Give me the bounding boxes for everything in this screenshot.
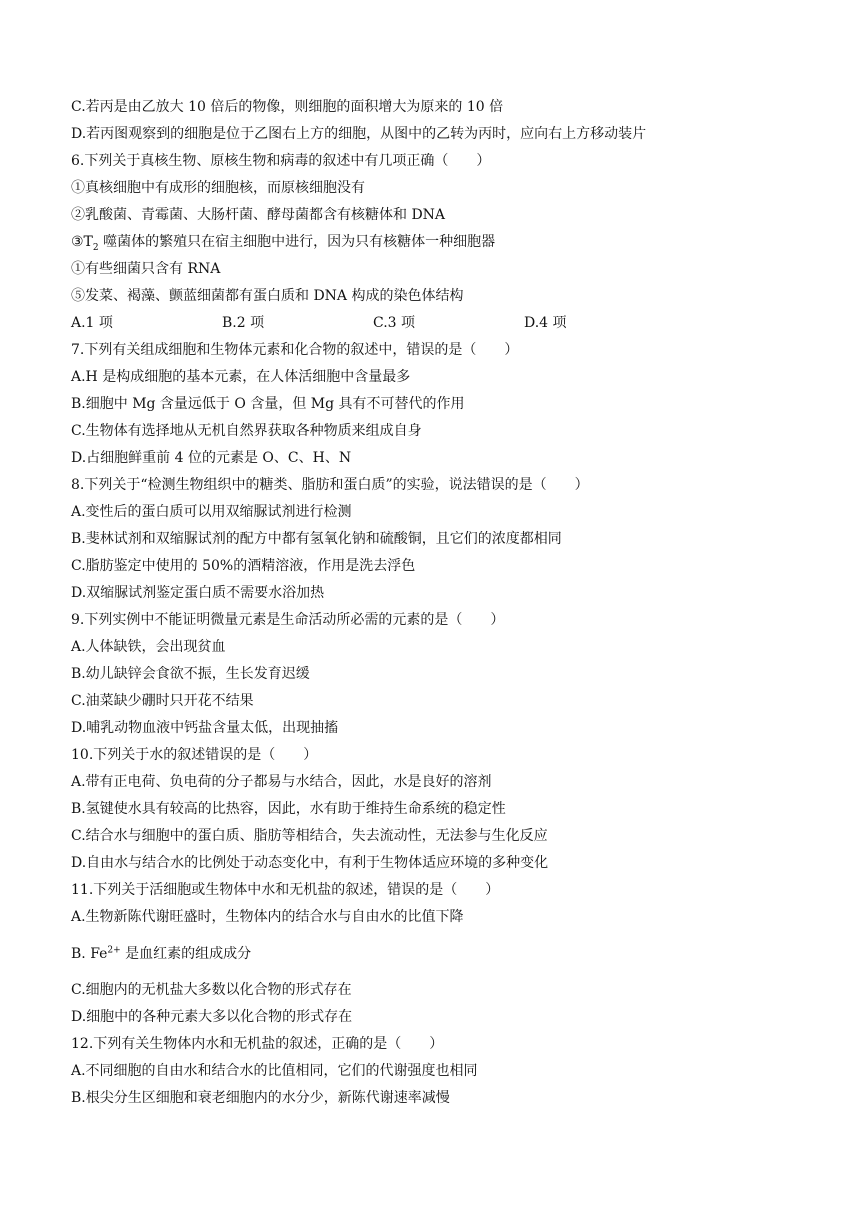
option-line: C.若丙是由乙放大 10 倍后的物像，则细胞的面积增大为原来的 10 倍 (71, 99, 504, 115)
option-line: B.氢键使水具有较高的比热容，因此，水有助于维持生命系统的稳定性 (71, 801, 506, 817)
option-line: A.不同细胞的自由水和结合水的比值相同，它们的代谢强度也相同 (71, 1063, 478, 1079)
option-c: C.3 项 (373, 315, 416, 331)
option-line: A.变性后的蛋白质可以用双缩脲试剂进行检测 (71, 504, 352, 520)
statement-line: ②乳酸菌、青霉菌、大肠杆菌、酵母菌都含有核糖体和 DNA (71, 207, 446, 223)
option-line: A.带有正电荷、负电荷的分子都易与水结合，因此，水是良好的溶剂 (71, 774, 492, 790)
option-line: A.H 是构成细胞的基本元素，在人体活细胞中含量最多 (71, 369, 411, 385)
option-line: C.结合水与细胞中的蛋白质、脂肪等相结合，失去流动性，无法参与生化反应 (71, 828, 548, 844)
option-line: C.脂肪鉴定中使用的 50%的酒精溶液，作用是洗去浮色 (71, 558, 416, 574)
statement-line: ①有些细菌只含有 RNA (71, 261, 221, 277)
statement-line: ①真核细胞中有成形的细胞核，而原核细胞没有 (71, 180, 365, 196)
question-stem: 10.下列关于水的叙述错误的是（ ） (71, 747, 318, 763)
question-stem: 8.下列关于“检测生物组织中的糖类、脂肪和蛋白质”的实验，说法错误的是（ ） (71, 477, 589, 493)
option-line (71, 944, 251, 964)
question-stem: 11.下列关于活细胞或生物体中水和无机盐的叙述，错误的是（ ） (71, 882, 500, 898)
option-line: D.若丙图观察到的细胞是位于乙图右上方的细胞，从图中的乙转为丙时，应向右上方移动装片 (71, 126, 647, 142)
option-text: B. Fe (71, 946, 108, 962)
option-a: A.1 项 (71, 315, 113, 331)
option-line: C.油菜缺少硼时只开花不结果 (71, 693, 254, 709)
question-stem: 6.下列关于真核生物、原核生物和病毒的叙述中有几项正确（ ） (71, 153, 491, 169)
option-line: B.根尖分生区细胞和衰老细胞内的水分少，新陈代谢速率减慢 (71, 1090, 450, 1106)
option-line: D.双缩脲试剂鉴定蛋白质不需要水浴加热 (71, 585, 325, 601)
option-b: B.2 项 (222, 315, 265, 331)
option-line: B.细胞中 Mg 含量远低于 O 含量，但 Mg 具有不可替代的作用 (71, 396, 465, 412)
option-line: A.生物新陈代谢旺盛时，生物体内的结合水与自由水的比值下降 (71, 909, 464, 925)
statement-text: 噬菌体的繁殖只在宿主细胞中进行，因为只有核糖体一种细胞器 (98, 234, 496, 250)
subscript: 2 (92, 242, 99, 253)
option-line: D.占细胞鲜重前 4 位的元素是 O、C、H、N (71, 450, 352, 466)
option-line: C.生物体有选择地从无机自然界获取各种物质来组成自身 (71, 423, 422, 439)
question-stem: 12.下列有关生物体内水和无机盐的叙述，正确的是（ ） (71, 1036, 444, 1052)
statement-line: ⑤发菜、褐藻、颤蓝细菌都有蛋白质和 DNA 构成的染色体结构 (71, 288, 464, 304)
option-line: C.细胞内的无机盐大多数以化合物的形式存在 (71, 982, 352, 998)
statement-text: ③T (71, 234, 93, 250)
superscript: 2+ (107, 945, 121, 956)
option-text: 是血红素的组成成分 (120, 946, 252, 962)
option-d: D.4 项 (524, 315, 567, 331)
statement-line (71, 232, 495, 252)
option-line: B.幼儿缺锌会食欲不振，生长发育迟缓 (71, 666, 310, 682)
option-line: D.细胞中的各种元素大多以化合物的形式存在 (71, 1009, 353, 1025)
option-line: B.斐林试剂和双缩脲试剂的配方中都有氢氧化钠和硫酸铜，且它们的浓度都相同 (71, 531, 562, 547)
question-stem: 7.下列有关组成细胞和生物体元素和化合物的叙述中，错误的是（ ） (71, 342, 519, 358)
question-stem: 9.下列实例中不能证明微量元素是生命活动所必需的元素的是（ ） (71, 612, 505, 628)
option-line: A.人体缺铁，会出现贫血 (71, 639, 226, 655)
option-line: D.哺乳动物血液中钙盐含量太低，出现抽搐 (71, 720, 339, 736)
option-line: D.自由水与结合水的比例处于动态变化中，有利于生物体适应环境的多种变化 (71, 855, 549, 871)
